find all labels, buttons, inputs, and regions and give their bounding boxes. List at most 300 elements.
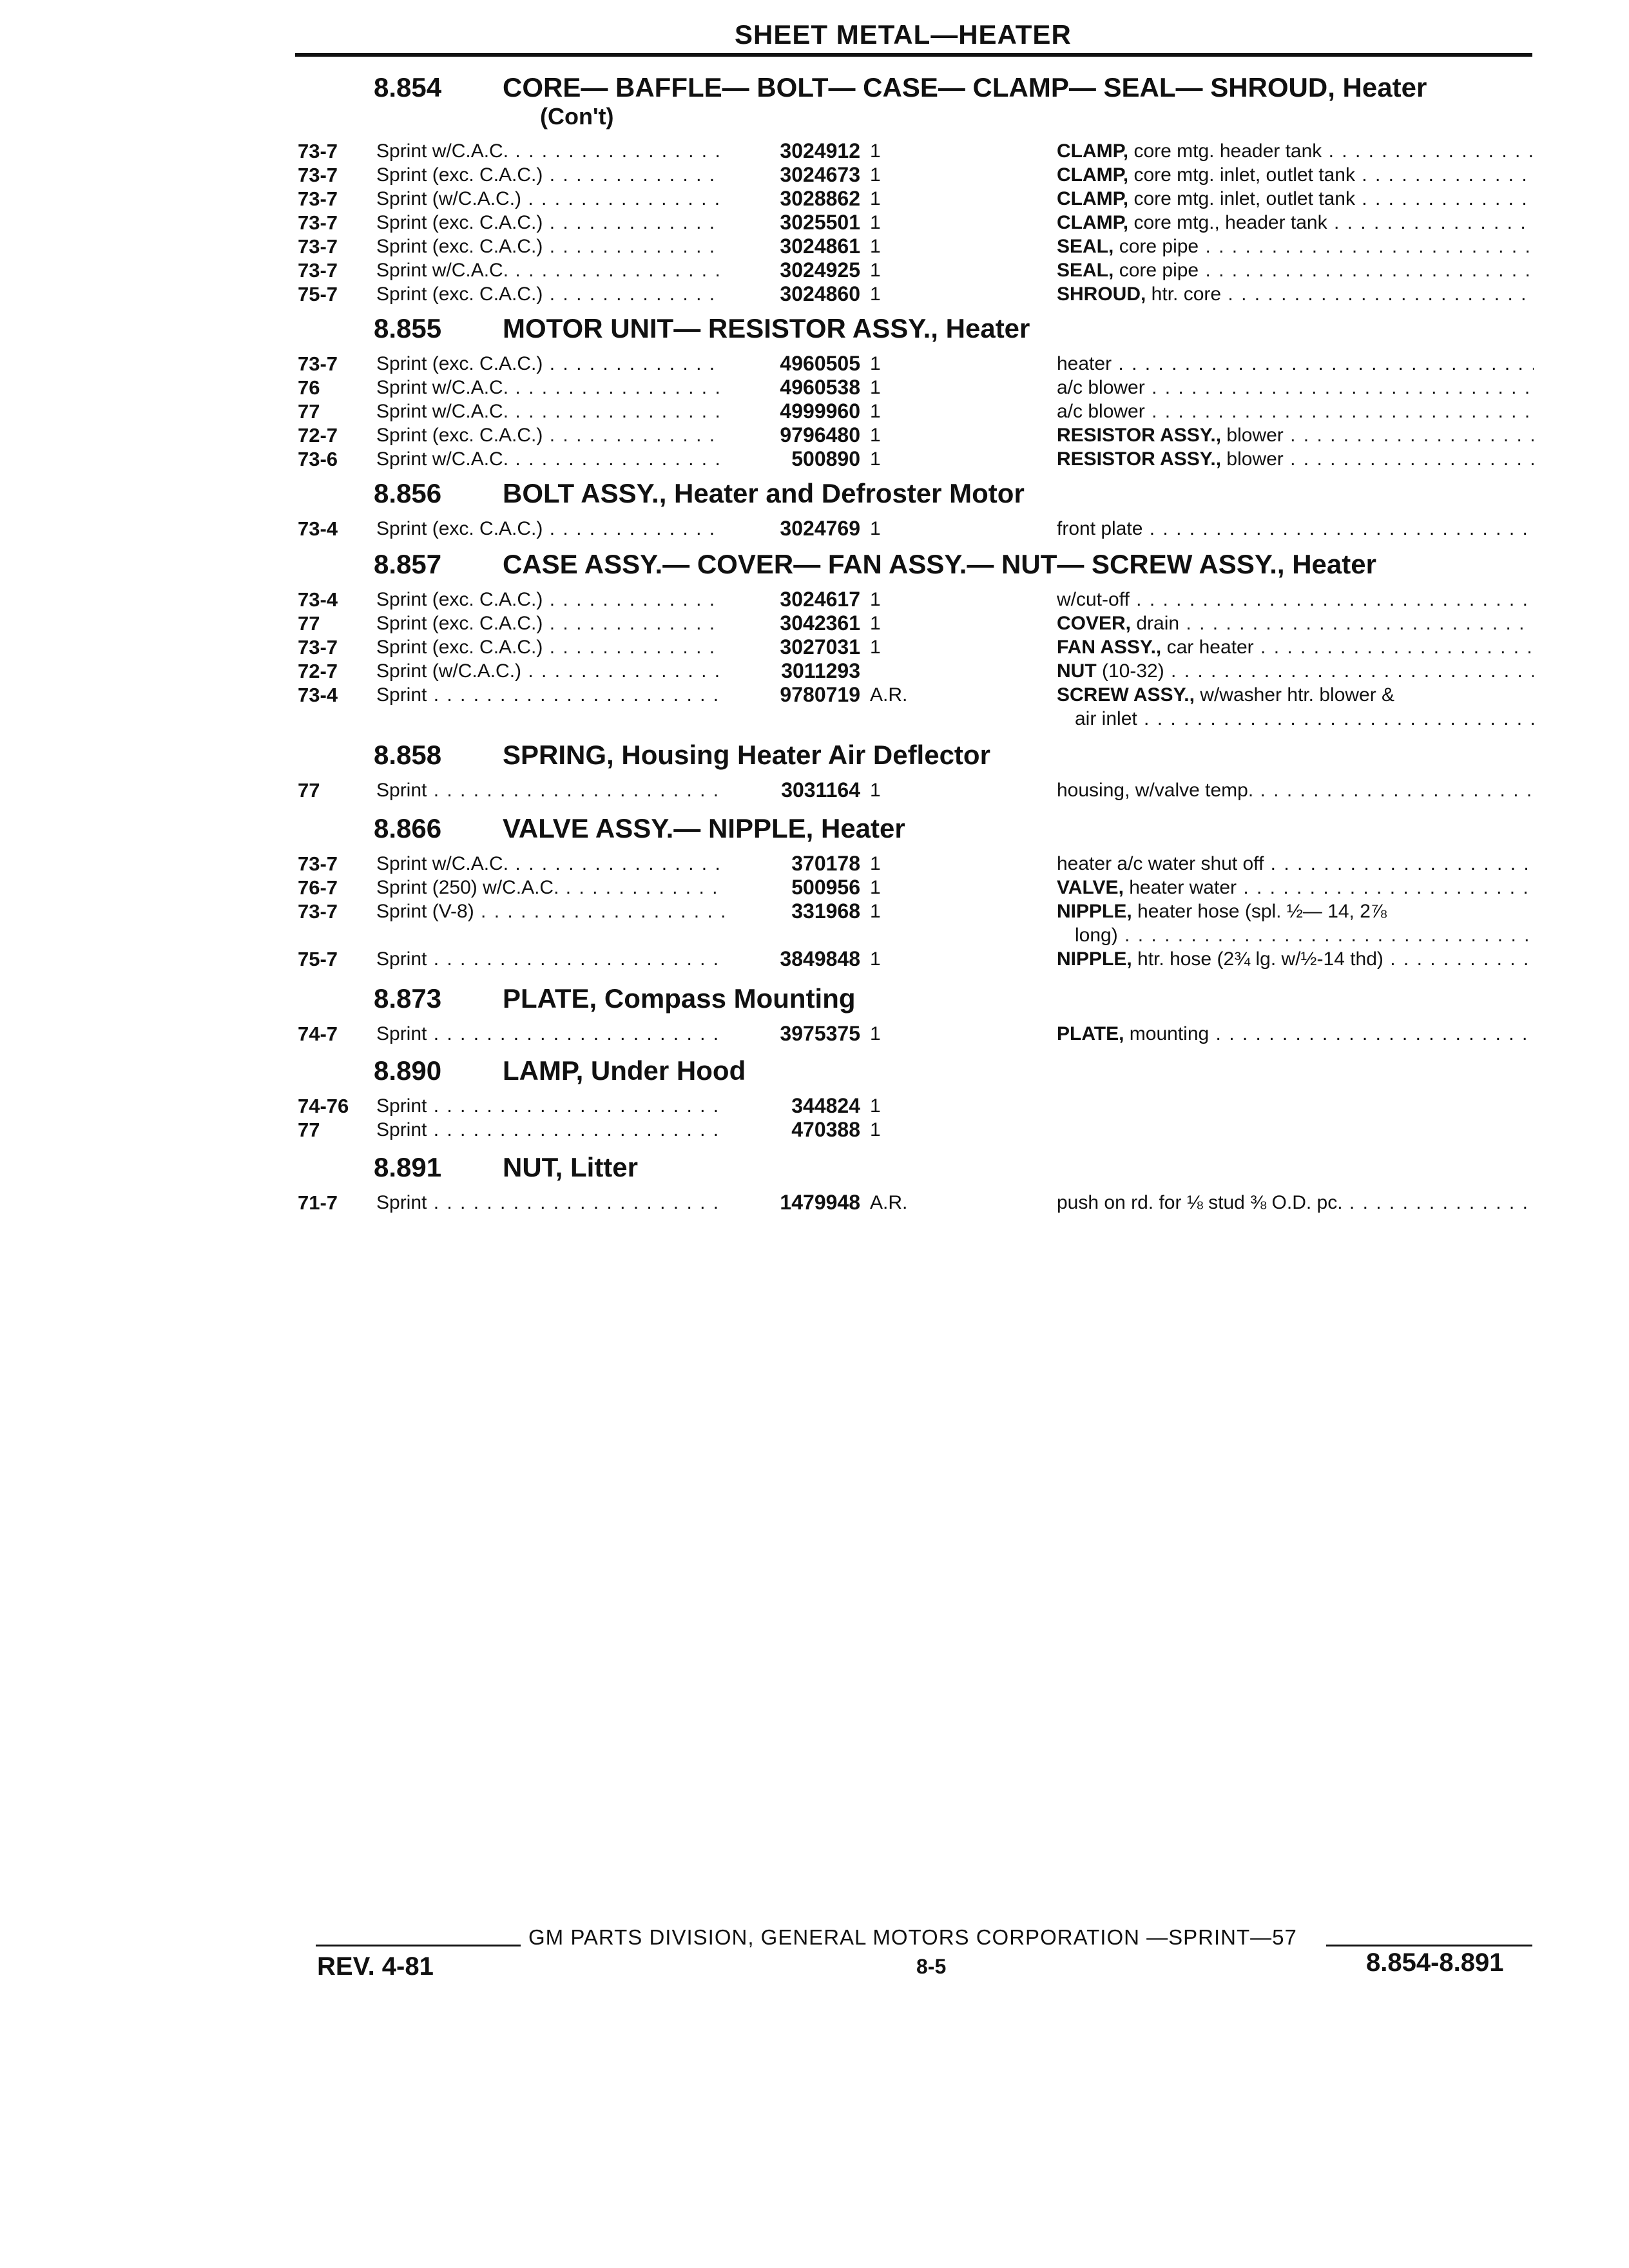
description-keyword: PLATE,: [1057, 1023, 1124, 1044]
section-title: NUT, Litter: [503, 1152, 638, 1182]
part-number: 4960538: [780, 376, 860, 399]
section-number: 8.854: [374, 72, 442, 102]
dot-leader: [1137, 708, 1534, 729]
quantity: 1: [870, 637, 881, 658]
dot-leader: [543, 212, 724, 233]
part-number: 3975375: [780, 1022, 860, 1045]
description-text: core pipe: [1113, 236, 1199, 257]
footer-section-range: 8.854-8.891: [1366, 1948, 1504, 1977]
model-name: Sprint (exc. C.A.C.): [376, 589, 543, 610]
quantity: 1: [870, 377, 881, 398]
description-keyword: NIPPLE,: [1057, 901, 1132, 922]
part-number: 3849848: [780, 947, 860, 970]
description-continued: [1075, 923, 1534, 947]
parts-row: [0, 258, 1629, 282]
quantity: 1: [870, 613, 881, 634]
description-text: core mtg. inlet, outlet tank: [1128, 188, 1355, 209]
model-year: 73-7: [298, 352, 338, 375]
model-year: 73-7: [298, 235, 338, 258]
description-text: core pipe: [1113, 260, 1199, 281]
quantity: 1: [870, 853, 881, 874]
model-cell: [376, 235, 724, 258]
model-name: Sprint: [376, 948, 427, 970]
model-cell: [376, 282, 724, 306]
dot-leader: [1209, 1023, 1534, 1044]
quantity: 1: [870, 284, 881, 305]
quantity: 1: [870, 140, 881, 162]
description-text: heater a/c water shut off: [1057, 853, 1264, 874]
section-title: CORE— BAFFLE— BOLT— CASE— CLAMP— SEAL— SHROUD, Heater: [503, 72, 1427, 102]
description: [1057, 778, 1534, 802]
description-keyword: SEAL,: [1057, 236, 1114, 257]
dot-leader: [1237, 877, 1534, 898]
section-number: 8.855: [374, 313, 442, 343]
description-keyword: SCREW ASSY.,: [1057, 684, 1195, 706]
description: [1057, 376, 1534, 399]
model-cell: [376, 163, 724, 187]
model-cell: [376, 899, 724, 923]
description: [1057, 899, 1534, 923]
part-number: 3028862: [780, 187, 860, 210]
part-number: 470388: [791, 1118, 860, 1141]
description-text: core mtg., header tank: [1128, 212, 1327, 233]
model-cell: [376, 517, 724, 541]
description-text: front plate: [1057, 518, 1143, 539]
dot-leader: [427, 1119, 724, 1140]
description: [1057, 447, 1534, 471]
model-name: Sprint (exc. C.A.C.): [376, 613, 543, 634]
description-keyword: CLAMP,: [1057, 188, 1129, 209]
model-name: Sprint: [376, 684, 427, 706]
dot-leader: [508, 401, 724, 422]
footer-rule-right: [1326, 1945, 1532, 1946]
description-keyword: VALVE,: [1057, 877, 1124, 898]
quantity: 1: [870, 353, 881, 374]
dot-leader: [521, 188, 724, 209]
description: [1057, 947, 1534, 971]
description-keyword: CLAMP,: [1057, 212, 1129, 233]
quantity: 1: [870, 188, 881, 209]
section-number: 8.858: [374, 740, 442, 770]
parts-row: [0, 778, 1629, 802]
description-keyword: RESISTOR ASSY.,: [1057, 448, 1222, 470]
description-keyword: SHROUD,: [1057, 284, 1146, 305]
description: [1057, 659, 1534, 683]
description: [1057, 611, 1534, 635]
dot-leader: [1145, 377, 1534, 398]
part-number: 4960505: [780, 352, 860, 375]
model-year: 76: [298, 376, 320, 399]
parts-row: [0, 517, 1629, 541]
model-year: 73-7: [298, 140, 338, 162]
dot-leader: [1355, 188, 1534, 209]
quantity: 1: [870, 212, 881, 233]
parts-row: [0, 635, 1629, 659]
dot-leader: [1264, 853, 1534, 874]
section-subtitle: (Con't): [540, 103, 614, 130]
model-year: 72-7: [298, 660, 338, 682]
model-year: 72-7: [298, 424, 338, 447]
description-keyword: CLAMP,: [1057, 164, 1129, 186]
description-keyword: NIPPLE,: [1057, 948, 1132, 970]
parts-row: [0, 683, 1629, 707]
description: [1057, 139, 1534, 163]
description: [1057, 876, 1534, 899]
dot-leader: [1130, 589, 1534, 610]
section-title: LAMP, Under Hood: [503, 1055, 746, 1086]
section-title: CASE ASSY.— COVER— FAN ASSY.— NUT— SCREW ASSY., Heater: [503, 549, 1376, 579]
description-text: housing, w/valve temp.: [1057, 780, 1254, 801]
dot-leader: [508, 140, 724, 162]
description-text: push on rd. for ⅛ stud ⅜ O.D. pc.: [1057, 1192, 1343, 1213]
model-year: 77: [298, 1119, 320, 1141]
parts-row-continuation: [0, 707, 1629, 731]
part-number: 3024925: [780, 258, 860, 282]
model-cell: [376, 352, 724, 376]
quantity: A.R.: [870, 684, 908, 706]
parts-row: [0, 876, 1629, 899]
model-name: Sprint w/C.A.C.: [376, 377, 509, 398]
model-year: 77: [298, 400, 320, 423]
part-number: 3024617: [780, 588, 860, 611]
parts-row: [0, 1094, 1629, 1118]
model-name: Sprint: [376, 1095, 427, 1117]
description: [1057, 852, 1534, 876]
model-name: Sprint (exc. C.A.C.): [376, 637, 543, 658]
dot-leader: [1322, 140, 1534, 162]
description: [1057, 235, 1534, 258]
parts-row: [0, 447, 1629, 471]
quantity: 1: [870, 948, 881, 970]
model-name: Sprint (exc. C.A.C.): [376, 236, 543, 257]
description: [1057, 258, 1534, 282]
section-number: 8.856: [374, 478, 442, 508]
part-number: 3011293: [781, 659, 860, 682]
model-cell: [376, 1118, 724, 1142]
parts-row: [0, 399, 1629, 423]
description: [1057, 423, 1534, 447]
parts-row: [0, 423, 1629, 447]
part-number: 9796480: [780, 423, 860, 447]
model-name: Sprint: [376, 1023, 427, 1044]
model-cell: [376, 399, 724, 423]
quantity: A.R.: [870, 1192, 908, 1213]
footer-page-number: 8-5: [916, 1955, 947, 1978]
description: [1057, 211, 1534, 235]
model-cell: [376, 683, 724, 707]
model-year: 74-7: [298, 1023, 338, 1045]
model-year: 73-4: [298, 684, 338, 706]
section-title: SPRING, Housing Heater Air Deflector: [503, 740, 990, 770]
model-cell: [376, 947, 724, 971]
description-keyword: FAN ASSY.,: [1057, 637, 1162, 658]
model-year: 71-7: [298, 1191, 338, 1214]
model-cell: [376, 187, 724, 211]
dot-leader: [543, 284, 724, 305]
dot-leader: [559, 877, 724, 898]
model-name: Sprint (exc. C.A.C.): [376, 425, 543, 446]
dot-leader: [1355, 164, 1534, 186]
parts-row: [0, 1022, 1629, 1046]
dot-leader: [427, 1192, 724, 1213]
description: [1057, 187, 1534, 211]
dot-leader: [1164, 660, 1534, 682]
dot-leader: [427, 1023, 724, 1044]
description-text: a/c blower: [1057, 377, 1145, 398]
footer-revision: REV. 4-81: [317, 1952, 434, 1981]
description: [1057, 399, 1534, 423]
model-year: 73-6: [298, 448, 338, 470]
quantity: 1: [870, 877, 881, 898]
dot-leader: [1327, 212, 1534, 233]
quantity: 1: [870, 236, 881, 257]
page-title: SHEET METAL—HEATER: [735, 19, 1072, 50]
parts-row: [0, 1191, 1629, 1215]
description-text: heater hose (spl. ½— 14, 2⅞: [1132, 901, 1387, 922]
description: [1057, 1191, 1534, 1215]
quantity: 1: [870, 901, 881, 922]
model-cell: [376, 1191, 724, 1215]
footer-publisher: GM PARTS DIVISION, GENERAL MOTORS CORPORATION —SPRINT—57: [528, 1925, 1297, 1949]
section-number: 8.857: [374, 549, 442, 579]
parts-row: [0, 611, 1629, 635]
model-name: Sprint: [376, 1119, 427, 1140]
dot-leader: [543, 236, 724, 257]
model-year: 74-76: [298, 1095, 349, 1117]
description-text: w/cut-off: [1057, 589, 1130, 610]
description: [1057, 1022, 1534, 1046]
dot-leader: [508, 377, 724, 398]
quantity: 1: [870, 589, 881, 610]
dot-leader: [427, 1095, 724, 1117]
model-year: 73-7: [298, 900, 338, 923]
dot-leader: [1254, 637, 1534, 658]
model-cell: [376, 211, 724, 235]
parts-row: [0, 352, 1629, 376]
description-text: htr. core: [1146, 284, 1222, 305]
dot-leader: [543, 518, 724, 539]
model-year: 73-7: [298, 852, 338, 875]
dot-leader: [543, 425, 724, 446]
quantity: 1: [870, 1095, 881, 1117]
model-cell: [376, 611, 724, 635]
quantity: 1: [870, 448, 881, 470]
dot-leader: [1112, 353, 1534, 374]
model-cell: [376, 852, 724, 876]
model-cell: [376, 659, 724, 683]
dot-leader: [508, 853, 724, 874]
description: [1057, 352, 1534, 376]
model-name: Sprint: [376, 1192, 427, 1213]
description: [1057, 163, 1534, 187]
model-cell: [376, 1022, 724, 1046]
dot-leader: [543, 164, 724, 186]
quantity: 1: [870, 401, 881, 422]
parts-row: [0, 899, 1629, 923]
description-text: blower: [1221, 448, 1284, 470]
model-name: Sprint (exc. C.A.C.): [376, 518, 543, 539]
model-name: Sprint (w/C.A.C.): [376, 188, 522, 209]
description-keyword: RESISTOR ASSY.,: [1057, 425, 1222, 446]
description-text: (10-32): [1096, 660, 1164, 682]
description-text: mounting: [1124, 1023, 1210, 1044]
model-name: Sprint: [376, 780, 427, 801]
dot-leader: [1284, 425, 1534, 446]
dot-leader: [543, 353, 724, 374]
dot-leader: [543, 637, 724, 658]
description-text: drain: [1131, 613, 1180, 634]
description-keyword: SEAL,: [1057, 260, 1114, 281]
parts-row: [0, 211, 1629, 235]
model-cell: [376, 876, 724, 899]
part-number: 9780719: [780, 683, 860, 706]
model-year: 77: [298, 612, 320, 635]
dot-leader: [1179, 613, 1534, 634]
dot-leader: [521, 660, 724, 682]
description: [1057, 517, 1534, 541]
description-text: long): [1075, 925, 1118, 946]
dot-leader: [1145, 401, 1534, 422]
model-cell: [376, 588, 724, 611]
model-name: Sprint (250) w/C.A.C.: [376, 877, 559, 898]
dot-leader: [1142, 518, 1534, 539]
parts-row: [0, 947, 1629, 971]
quantity: 1: [870, 1119, 881, 1140]
quantity: 1: [870, 425, 881, 446]
part-number: 370178: [791, 852, 860, 875]
quantity: 1: [870, 260, 881, 281]
part-number: 331968: [791, 899, 860, 923]
dot-leader: [508, 448, 724, 470]
section-number: 8.866: [374, 813, 442, 843]
parts-row: [0, 163, 1629, 187]
description-text: heater water: [1123, 877, 1237, 898]
model-cell: [376, 423, 724, 447]
parts-row: [0, 282, 1629, 306]
description-text: blower: [1221, 425, 1284, 446]
parts-row: [0, 139, 1629, 163]
description: [1057, 588, 1534, 611]
description-text: core mtg. header tank: [1128, 140, 1322, 162]
parts-row: [0, 588, 1629, 611]
model-cell: [376, 1094, 724, 1118]
quantity: 1: [870, 518, 881, 539]
model-cell: [376, 635, 724, 659]
description-keyword: CLAMP,: [1057, 140, 1129, 162]
model-name: Sprint (V-8): [376, 901, 474, 922]
dot-leader: [543, 589, 724, 610]
dot-leader: [427, 780, 724, 801]
section-title: PLATE, Compass Mounting: [503, 983, 856, 1014]
part-number: 344824: [791, 1094, 860, 1117]
description-continued: [1075, 707, 1534, 731]
part-number: 3024769: [780, 517, 860, 540]
dot-leader: [1343, 1192, 1534, 1213]
section-number: 8.890: [374, 1055, 442, 1086]
dot-leader: [1253, 780, 1534, 801]
part-number: 3024912: [780, 139, 860, 162]
section-title: VALVE ASSY.— NIPPLE, Heater: [503, 813, 905, 843]
dot-leader: [543, 613, 724, 634]
model-year: 75-7: [298, 948, 338, 970]
model-cell: [376, 258, 724, 282]
part-number: 3025501: [780, 211, 860, 234]
part-number: 3027031: [780, 635, 860, 658]
model-year: 73-7: [298, 211, 338, 234]
description-keyword: COVER,: [1057, 613, 1132, 634]
part-number: 1479948: [780, 1191, 860, 1214]
model-year: 76-7: [298, 876, 338, 899]
parts-row: [0, 852, 1629, 876]
description-keyword: NUT: [1057, 660, 1097, 682]
title-rule: [295, 53, 1532, 57]
part-number: 4999960: [780, 399, 860, 423]
description-text: htr. hose (2¾ lg. w/½-14 thd): [1132, 948, 1383, 970]
part-number: 500956: [791, 876, 860, 899]
description-text: core mtg. inlet, outlet tank: [1128, 164, 1355, 186]
parts-row: [0, 376, 1629, 399]
section-number: 8.873: [374, 983, 442, 1014]
model-name: Sprint (w/C.A.C.): [376, 660, 522, 682]
model-name: Sprint (exc. C.A.C.): [376, 353, 543, 374]
part-number: 3024861: [780, 235, 860, 258]
description-text: a/c blower: [1057, 401, 1145, 422]
dot-leader: [427, 684, 724, 706]
section-number: 8.891: [374, 1152, 442, 1182]
description-text: w/washer htr. blower &: [1194, 684, 1395, 706]
dot-leader: [1199, 260, 1534, 281]
quantity: 1: [870, 780, 881, 801]
description-text: air inlet: [1075, 708, 1137, 729]
parts-row: [0, 235, 1629, 258]
model-year: 77: [298, 779, 320, 802]
description: [1057, 635, 1534, 659]
section-title: BOLT ASSY., Heater and Defroster Motor: [503, 478, 1025, 508]
quantity: 1: [870, 164, 881, 186]
model-name: Sprint (exc. C.A.C.): [376, 212, 543, 233]
parts-row-continuation: [0, 923, 1629, 947]
model-year: 73-7: [298, 187, 338, 210]
model-cell: [376, 139, 724, 163]
quantity: 1: [870, 1023, 881, 1044]
dot-leader: [474, 901, 724, 922]
dot-leader: [508, 260, 724, 281]
model-year: 73-7: [298, 164, 338, 186]
parts-row: [0, 1118, 1629, 1142]
model-name: Sprint w/C.A.C.: [376, 140, 509, 162]
model-cell: [376, 447, 724, 471]
section-title: MOTOR UNIT— RESISTOR ASSY., Heater: [503, 313, 1030, 343]
model-year: 73-4: [298, 588, 338, 611]
parts-row: [0, 659, 1629, 683]
dot-leader: [1118, 925, 1534, 946]
model-cell: [376, 376, 724, 399]
model-year: 73-4: [298, 517, 338, 540]
part-number: 3024860: [780, 282, 860, 305]
description-text: car heater: [1161, 637, 1254, 658]
part-number: 3024673: [780, 163, 860, 186]
footer-rule-left: [316, 1945, 521, 1946]
description-text: heater: [1057, 353, 1112, 374]
model-name: Sprint w/C.A.C.: [376, 448, 509, 470]
dot-leader: [427, 948, 724, 970]
model-name: Sprint w/C.A.C.: [376, 853, 509, 874]
part-number: 500890: [791, 447, 860, 470]
dot-leader: [1284, 448, 1534, 470]
part-number: 3031164: [781, 778, 860, 802]
model-name: Sprint (exc. C.A.C.): [376, 164, 543, 186]
model-name: Sprint w/C.A.C.: [376, 401, 509, 422]
